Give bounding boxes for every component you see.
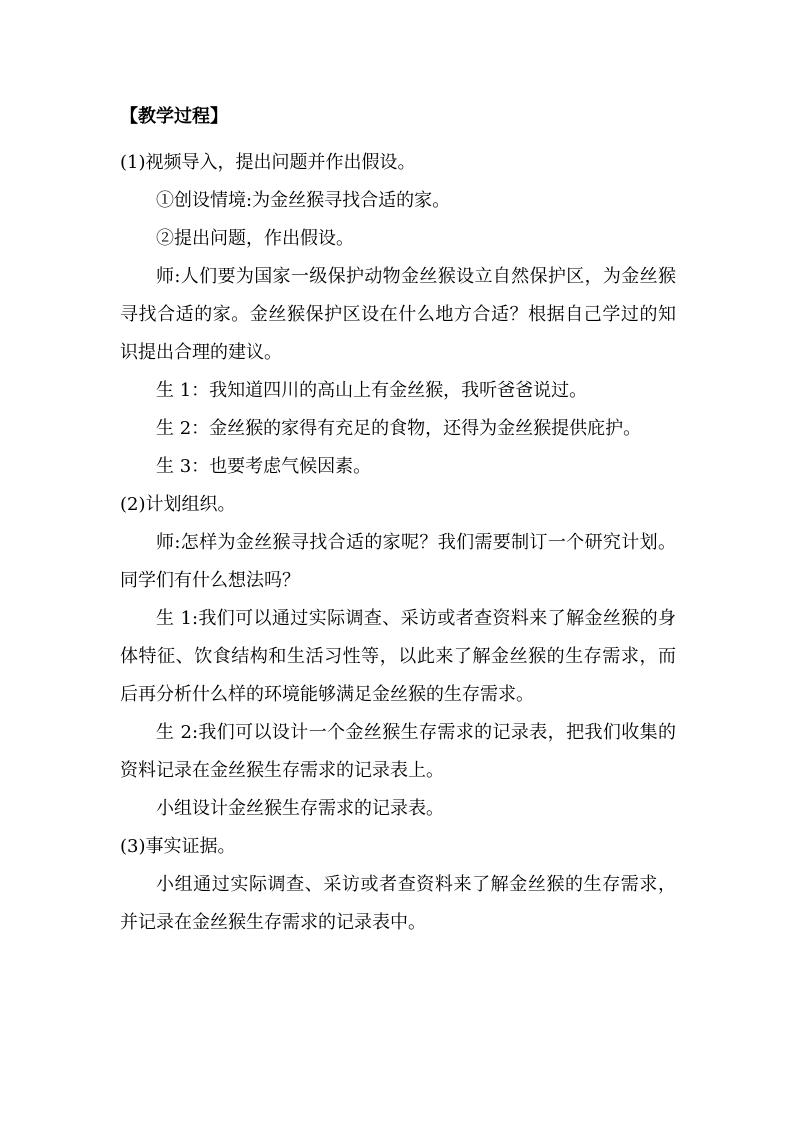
paragraph-9: 师:怎样为金丝猴寻找合适的家呢？我们需要制订一个研究计划。同学们有什么想法吗？ xyxy=(120,532,676,591)
paragraph-4: 师:人们要为国家一级保护动物金丝猴设立自然保护区，为金丝猴寻找合适的家。金丝猴保护区设在什么地方合适？根据自己学过的知识提出合理的建议。 xyxy=(120,266,676,363)
paragraph-11: 生 2:我们可以设计一个金丝猴生存需求的记录表，把我们收集的资料记录在金丝猴生存需求的记录表上。 xyxy=(120,722,676,781)
paragraph-7: 生 3：也要考虑气候因素。 xyxy=(156,456,372,477)
paragraph-8: (2)计划组织。 xyxy=(120,494,236,515)
document-body xyxy=(120,100,676,942)
paragraph-13: (3)事实证据。 xyxy=(120,836,236,857)
section-title: 【教学过程】 xyxy=(120,106,228,127)
paragraph-14: 小组通过实际调查、采访或者查资料来了解金丝猴的生存需求，并记录在金丝猴生存需求的记录表中。 xyxy=(120,874,676,933)
paragraph-2: ①创设情境:为金丝猴寻找合适的家。 xyxy=(156,190,451,211)
paragraph-6: 生 2：金丝猴的家得有充足的食物，还得为金丝猴提供庇护。 xyxy=(156,418,642,439)
paragraph-10: 生 1:我们可以通过实际调查、采访或者查资料来了解金丝猴的身体特征、饮食结构和生活习性等，以此来了解金丝猴的生存需求，而后再分析什么样的环境能够满足金丝猴的生存需求。 xyxy=(120,608,676,705)
paragraph-12: 小组设计金丝猴生存需求的记录表。 xyxy=(156,798,444,819)
paragraph-1: (1)视频导入，提出问题并作出假设。 xyxy=(120,152,416,173)
paragraph-3: ②提出问题，作出假设。 xyxy=(156,228,354,249)
paragraph-5: 生 1：我知道四川的高山上有金丝猴，我听爸爸说过。 xyxy=(156,380,588,401)
